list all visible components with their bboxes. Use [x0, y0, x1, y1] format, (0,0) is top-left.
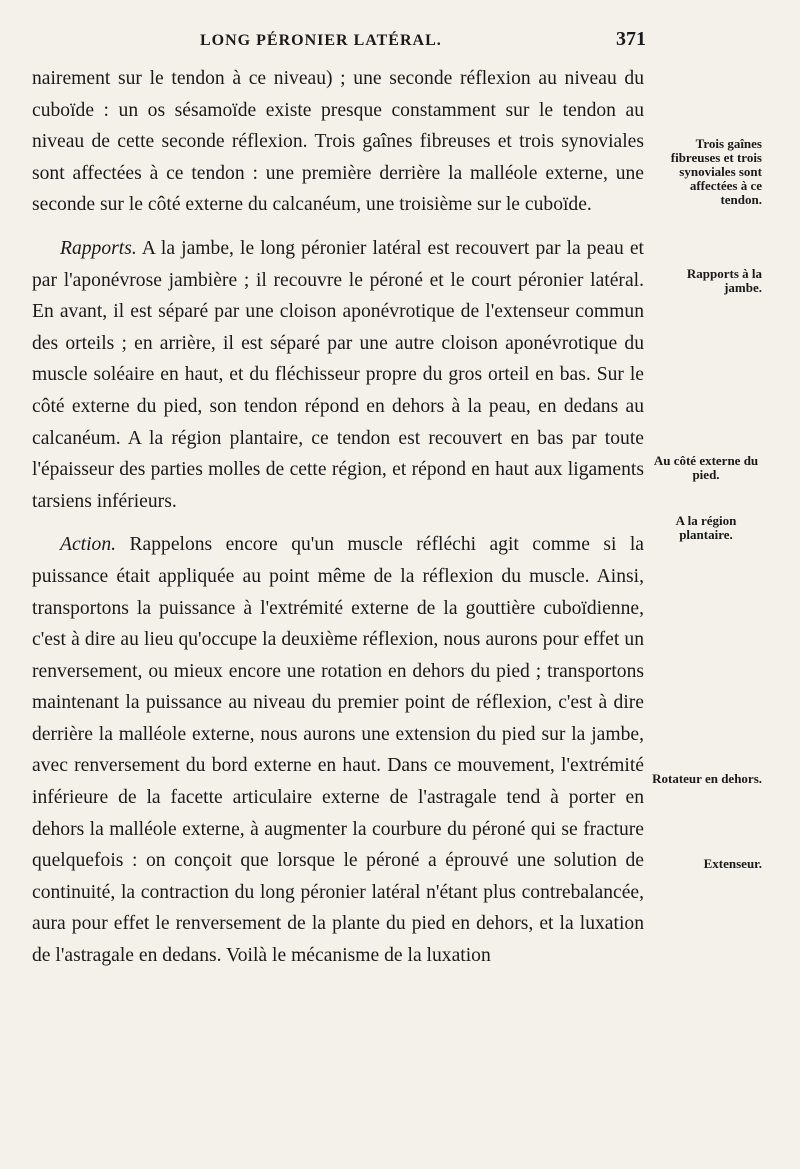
margin-note-gaines: Trois gaînes fibreuses et trois synoviales sont affectées à ce tendon.: [670, 136, 762, 207]
margin-note-cote-externe: Au côté externe du pied.: [653, 453, 759, 482]
page-number: 371: [616, 28, 646, 50]
paragraph-rapports: [32, 233, 644, 517]
margin-note-rotateur: Rotateur en dehors.: [652, 771, 762, 786]
paragraph-text: nairement sur le tendon à ce niveau) ; une seconde réflexion au niveau du cuboïde : un os sésamoïde existe presque constamment sur le tendon au niveau de cette seconde réflexion. Trois gaînes fibreuses et trois synoviales sont affectées à ce tendon : une première derrière la malléole externe, une seconde sur le côté externe du calcanéum, une troisième sur le cuboïde.: [32, 68, 644, 216]
paragraph-text: Rappelons encore qu'un muscle réfléchi agit comme si la puissance était appliquée au point même de la réflexion du muscle. Ainsi, transportons la puissance à l'extrémité externe de la gouttière cuboïdienne, c'est à dire au lieu qu'occupe la deuxième réflexion, nous aurons pour effet un renversement, ou mieux encore une rotation en dehors du pied ; transportons maintenant la puissance au niveau du premier point de réflexion, c'est à dire derrière la malléole externe, nous aurons une extension du pied sur la jambe, avec renversement du bord externe en haut. Dans ce mouvement, l'extrémité inférieure de la facette articulaire externe de l'astragale tend à porter en dehors la malléole externe, à augmenter la courbure du péroné qui se fracture quelquefois : on conçoit que lorsque le péroné a éprouvé une solution de continuité, la contraction du long péronier latéral n'étant plus contrebalancée, aura pour effet le renversement de la plante du pied en dehors, et la luxation de l'astragale en dedans. Voilà le mécanisme de la luxation: [32, 534, 644, 967]
margin-note-extenseur: Extenseur.: [703, 856, 762, 871]
paragraph-continuation: [32, 63, 644, 221]
margin-note-rapports-jambe: Rapports à la jambe.: [686, 266, 762, 295]
margin-note-region-plantaire: A la région plantaire.: [675, 513, 737, 542]
running-title: LONG PÉRONIER LATÉRAL.: [200, 32, 442, 49]
section-heading-action: Action.: [60, 534, 117, 556]
paragraph-text: A la jambe, le long péronier latéral est recouvert par la peau et par l'aponévrose jambière ; il recouvre le péroné et le court péronier latéral. En avant, il est séparé par une cloison aponévrotique de l'extenseur commun des orteils ; en arrière, il est séparé par une autre cloison aponévrotique du muscle soléaire en haut, et du fléchisseur propre du gros orteil en bas. Sur le côté externe du pied, son tendon répond en dehors à la peau, en dedans au calcanéum. A la région plantaire, ce tendon est recouvert en bas par toute l'épaisseur des parties molles de cette région, et répond en haut aux ligaments tarsiens inférieurs.: [32, 237, 644, 512]
page-header: [30, 28, 646, 54]
main-text: [32, 63, 644, 972]
section-heading-rapports: Rapports.: [60, 237, 137, 259]
paragraph-action: [32, 529, 644, 971]
